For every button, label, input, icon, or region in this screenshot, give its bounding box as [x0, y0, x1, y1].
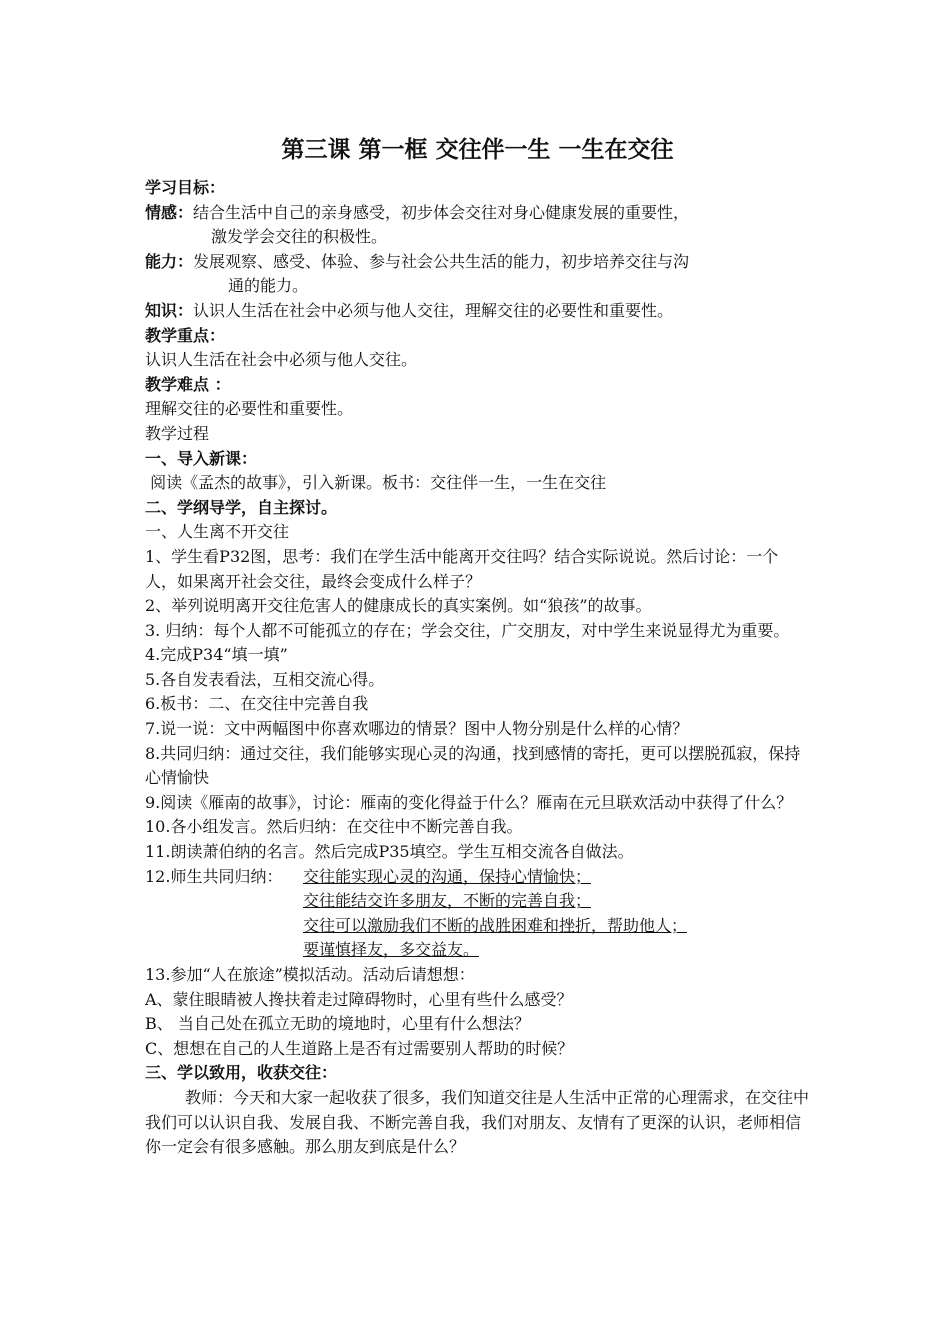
summary-row [145, 914, 810, 939]
activity-text: 13.参加“人在旅途”模拟活动。活动后请想想： [145, 965, 475, 984]
knowledge-label: 知识： [145, 300, 194, 320]
list-item: 8.共同归纳：通过交往，我们能够实现心灵的沟通，找到感情的寄托，更可以摆脱孤寂，保持心情愉快 [145, 743, 801, 788]
emotion-text-2: 激发学会交往的积极性。 [211, 227, 388, 247]
summary-line: 交往可以激励我们不断的战胜困难和挫折，帮助他人； [303, 915, 688, 935]
question-item: C、想想在自己的人生道路上是否有过需要别人帮助的时候？ [145, 1038, 574, 1058]
part1-heading: 一、导入新课： [145, 448, 258, 468]
key-point-heading: 教学重点： [145, 325, 226, 345]
part3-heading: 三、学以致用，收获交往： [145, 1063, 338, 1083]
summary-row [145, 865, 810, 890]
document-body [145, 176, 810, 1160]
list-item: 10.各小组发言。然后归纳：在交往中不断完善自我。 [145, 817, 523, 837]
emotion-objective [145, 201, 810, 226]
list-item: 7.说一说：文中两幅图中你喜欢哪边的情景？图中人物分别是什么样的心情？ [145, 719, 689, 739]
ability-label: 能力： [145, 251, 194, 271]
knowledge-objective [145, 299, 810, 324]
summary-row [145, 938, 810, 963]
ability-objective [145, 250, 810, 275]
list-item: 2、举列说明离开交往危害人的健康成长的真实案例。如“狼孩”的故事。 [145, 596, 652, 616]
summary-line: 交往能实现心灵的沟通，保持心情愉快； [303, 866, 592, 886]
page-title: 第三课 第一框 交往伴一生 一生在交往 [281, 137, 674, 163]
objectives-heading: 学习目标： [145, 178, 226, 197]
list-item: 6.板书：二、在交往中完善自我 [145, 694, 369, 714]
list-item: 3. 归纳：每个人都不可能孤立的存在；学会交往，广交朋友，对中学生来说显得尤为重要。 [145, 620, 790, 640]
ability-text-2: 通的能力。 [228, 276, 309, 296]
list-item: 11.朗读萧伯纳的名言。然后完成P35填空。学生互相交流各自做法。 [145, 842, 634, 862]
summary-line: 交往能结交许多朋友，不断的完善自我； [303, 891, 592, 911]
part2-heading: 二、学纲导学，自主探讨。 [145, 497, 338, 517]
part2-subheading: 一、人生离不开交往 [145, 522, 290, 542]
key-point-text: 认识人生活在社会中必须与他人交往。 [145, 350, 418, 370]
list-item: 5.各自发表看法，互相交流心得。 [145, 669, 385, 689]
ability-text-1: 发展观察、感受、体验、参与社会公共生活的能力，初步培养交往与沟 [193, 251, 690, 271]
emotion-label: 情感： [145, 202, 194, 222]
list-item: 4.完成P34“填一填” [145, 645, 288, 665]
difficulty-text: 理解交往的必要性和重要性。 [145, 399, 354, 419]
part1-text: 阅读《孟杰的故事》，引入新课。板书：交往伴一生，一生在交往 [145, 473, 607, 493]
knowledge-text: 认识人生活在社会中必须与他人交往，理解交往的必要性和重要性。 [193, 300, 674, 320]
summary-row [145, 889, 810, 914]
emotion-text-1: 结合生活中自己的亲身感受，初步体会交往对身心健康发展的重要性， [193, 202, 690, 222]
process-heading: 教学过程 [145, 423, 210, 443]
question-item: B、 当自己处在孤立无助的境地时，心里有什么想法？ [145, 1014, 530, 1034]
difficulty-heading: 教学难点 ： [145, 374, 231, 394]
summary-line: 要谨慎择友，多交益友。 [303, 940, 480, 960]
list-item: 1、学生看P32图，思考：我们在学生活中能离开交往吗？结合实际说说。然后讨论：一个人，如果离开社会交往，最终会变成什么样子？ [145, 546, 779, 591]
list-item: 9.阅读《雁南的故事》，讨论：雁南的变化得益于什么？雁南在元旦联欢活动中获得了什么？ [145, 792, 793, 812]
question-item: A、蒙住眼睛被人搀扶着走过障碍物时，心里有些什么感受？ [145, 989, 573, 1009]
summary-lead: 12.师生共同归纳： [145, 866, 283, 886]
teacher-text: 教师：今天和大家一起收获了很多，我们知道交往是人生活中正常的心理需求，在交往中我们可以认识自我、发展自我、不断完善自我，我们对朋友、友情有了更深的认识，老师相信你一定会有很多感触。那么朋友到底是什么？ [145, 1087, 810, 1157]
